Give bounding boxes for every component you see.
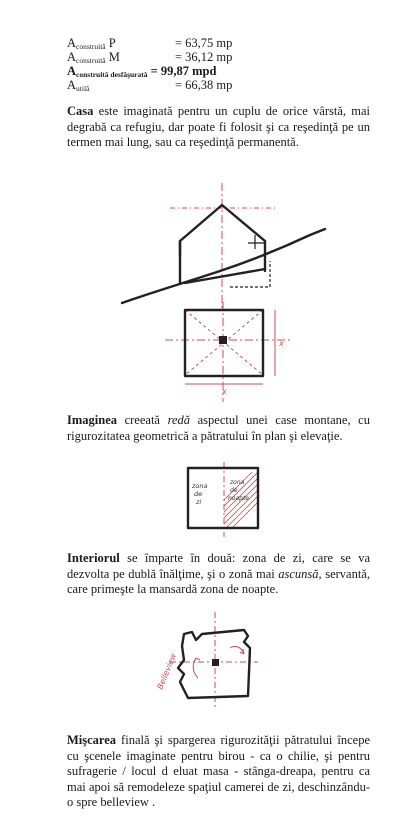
belleview-sketch xyxy=(140,612,270,712)
paragraph-miscarea: Mişcarea finală şi spargerea rigurozităţii pătratului începe cu şcenele imaginate pentru birou - ca o chilie, şi pentru sufragerie / locul d eluat masa - stânga-dreapa, pentru ca mai apoi să remodeleze spaţiul camerei de zi, deschinzându-o spre belleview . xyxy=(67,733,370,809)
svg-text:zona: zona xyxy=(230,479,245,486)
svg-text:Belleview: Belleview xyxy=(155,651,179,691)
paragraph-casa: Casa este imaginată pentru un cuplu de orice vârstă, mai degrabă ca refugiu, dar poate fi folosit şi ca reşedinţă pe un termen mai lung, sau ca reşedinţă permanentă. xyxy=(67,104,370,149)
paragraph-imaginea: Imaginea creeată redă aspectul unei case montane, cu rigurozitatea geometrică a pătratului în plan şi elevaţie. xyxy=(67,413,370,443)
svg-text:de: de xyxy=(194,490,203,498)
svg-text:x: x xyxy=(222,387,227,396)
area-row-ground: $A_{construită}$ P = 63,75 mp xyxy=(67,36,233,51)
house-section-sketch xyxy=(110,183,330,313)
area-row-attic: $A_{construită}$ M = 36,12 mp xyxy=(67,50,233,65)
area-row-useful: $A_{utilă} = 66,38$ mp xyxy=(67,78,233,93)
paragraph-interiorul: Interiorul se împarte în două: zona de zi, care se va dezvolta pe dublă înălţime, şi o zonă mai ascunsă, servantă, care primeşte la mansardă zona de noapte. xyxy=(67,551,370,596)
svg-text:noapte: noapte xyxy=(228,495,250,502)
area-row-total: $A_{construită desfăşurată} = 99,87$ mpd xyxy=(67,64,217,79)
svg-text:de: de xyxy=(230,487,238,494)
svg-text:zona: zona xyxy=(192,482,208,490)
house-plan-sketch xyxy=(165,302,305,412)
svg-text:zi: zi xyxy=(196,498,202,506)
zoning-sketch xyxy=(180,462,270,542)
svg-text:x: x xyxy=(279,339,284,348)
